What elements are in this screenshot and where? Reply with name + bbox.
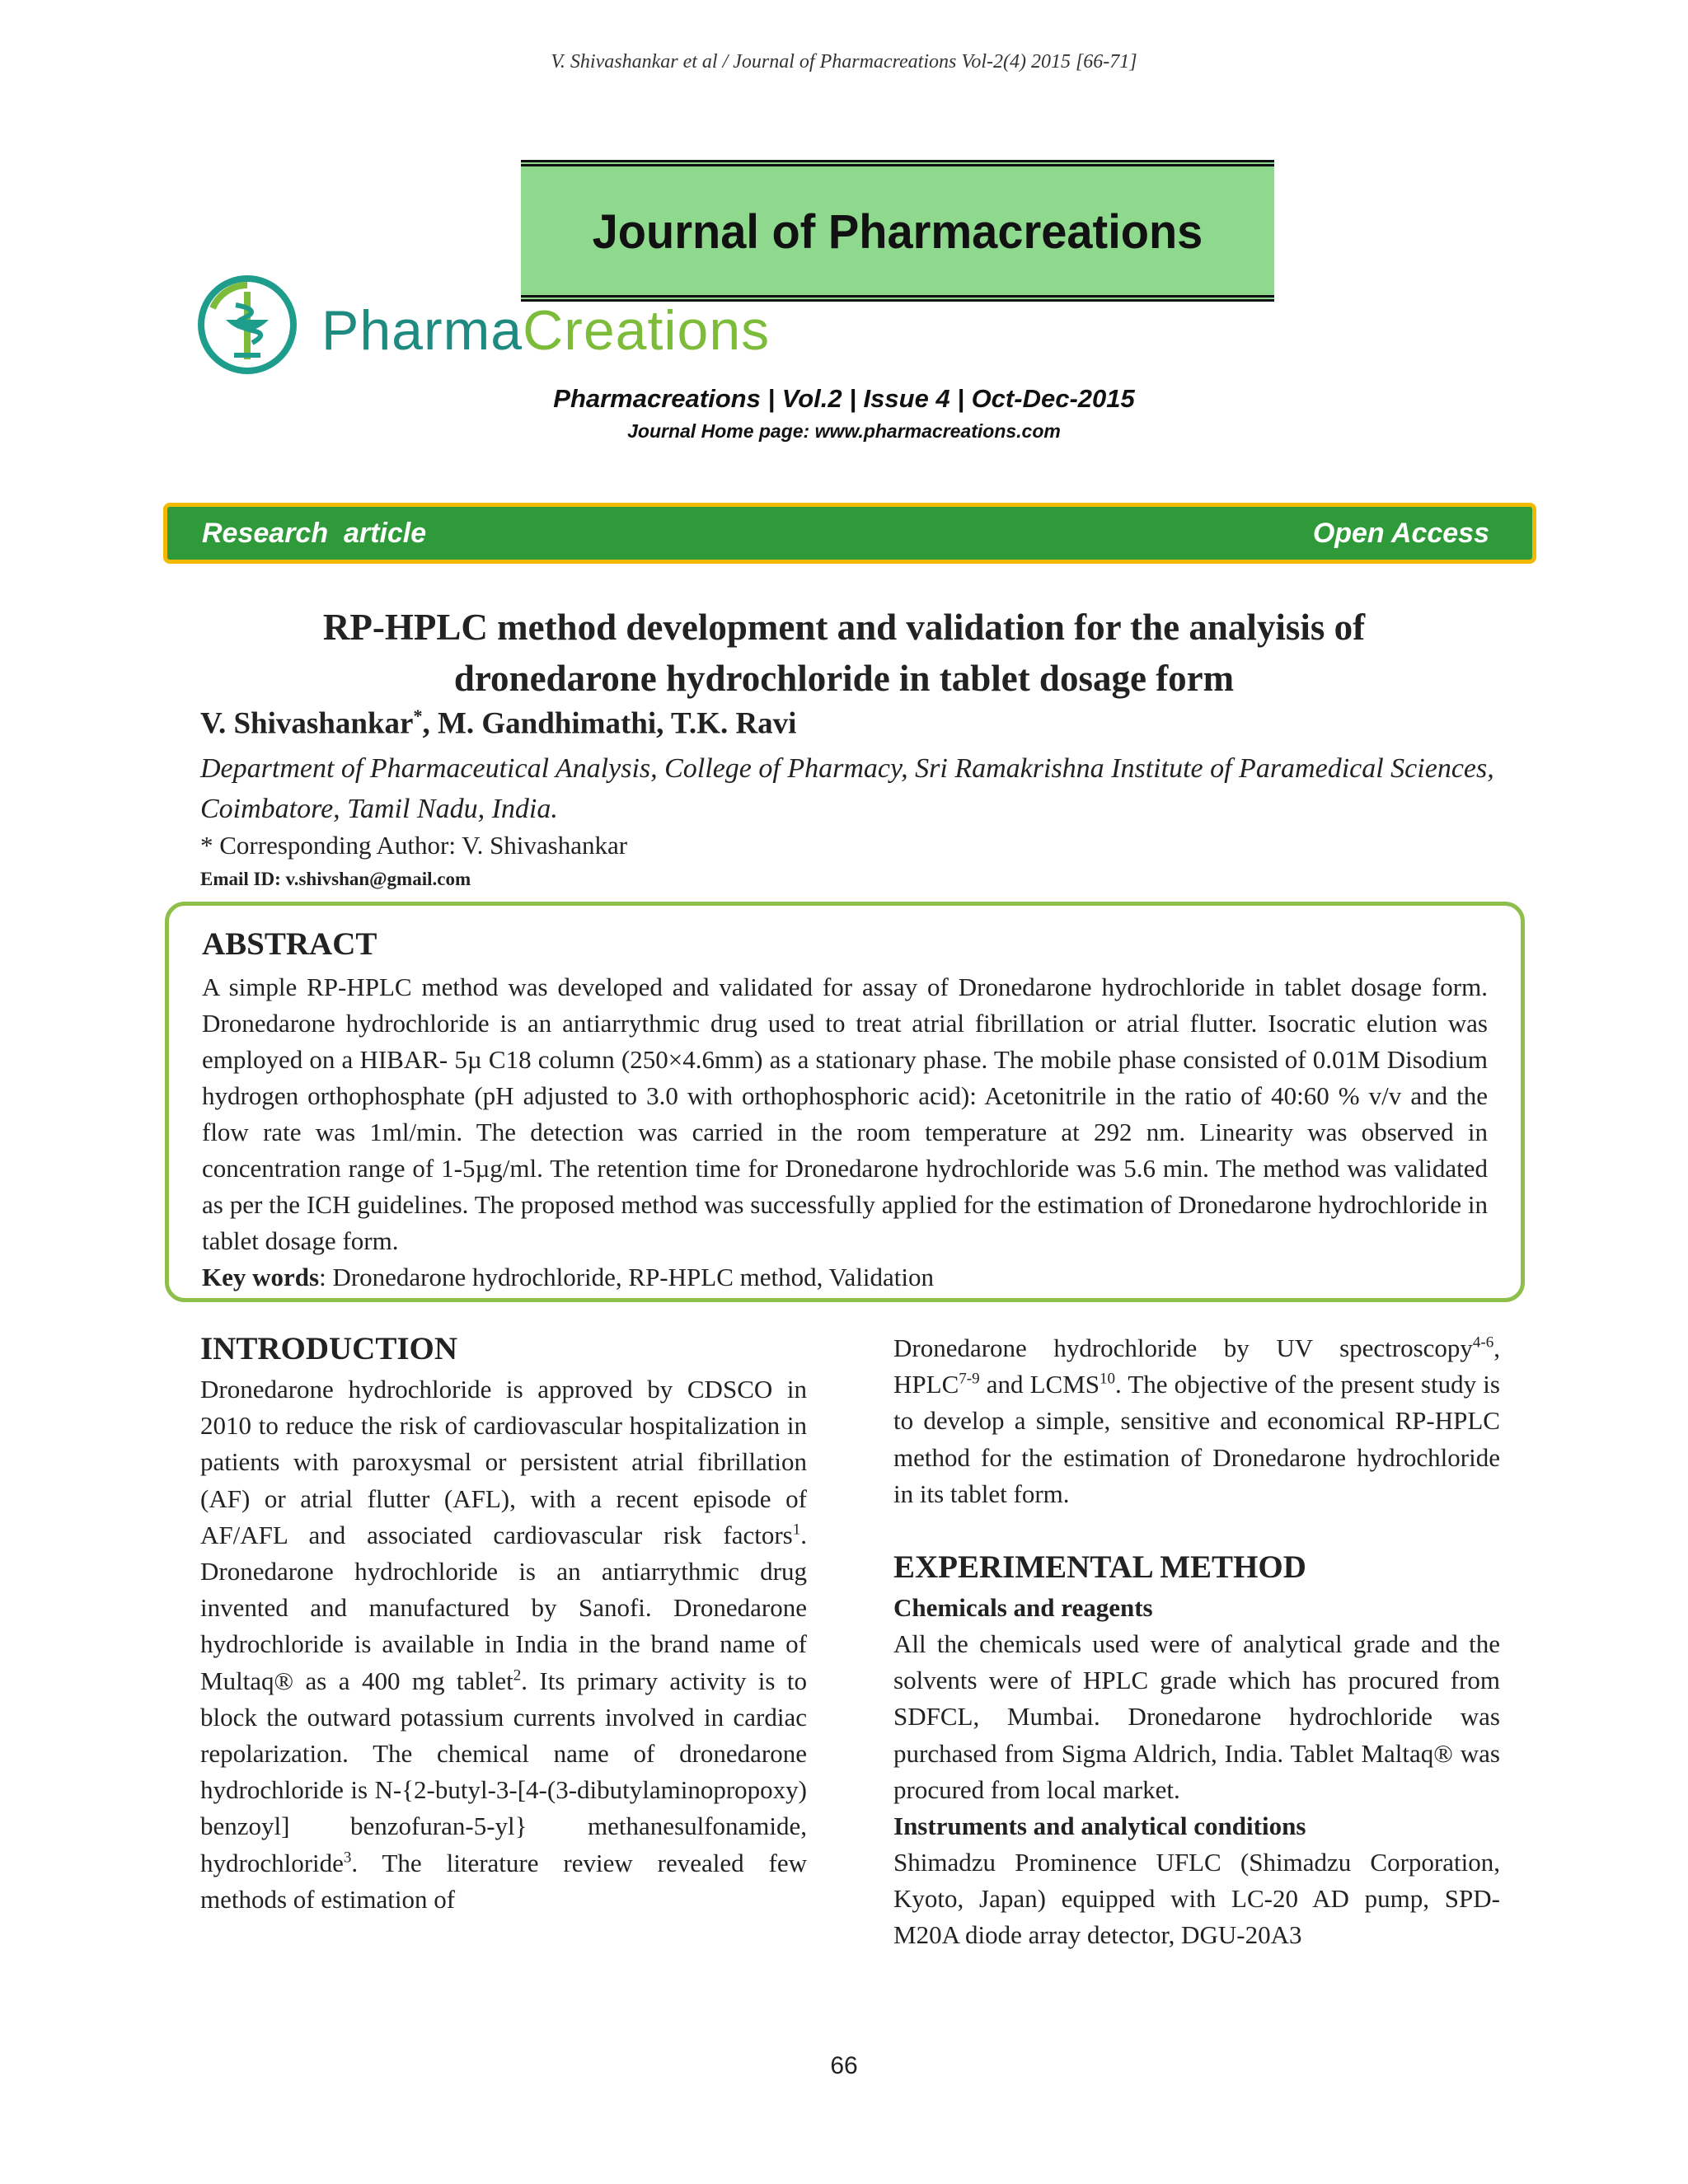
reference-3: 3	[343, 1849, 352, 1867]
intro-text-2: . Dronedarone hydrochloride is an antiarrythmic drug invented and manufactured by Sanofi. Dronedarone hydrochloride is available in India in the brand name of Multaq® as a 400 mg tablet	[200, 1520, 807, 1695]
article-type: Research article	[202, 517, 427, 549]
right-text-2: , HPLC	[893, 1333, 1500, 1399]
instruments-paragraph: Shimadzu Prominence UFLC (Shimadzu Corporation, Kyoto, Japan) equipped with LC-20 AD pump, SPD-M20A diode array detector, DGU-20A3	[893, 1848, 1500, 1950]
keywords	[202, 1259, 1488, 1296]
journal-home-page: Journal Home page: www.pharmacreations.com	[627, 420, 1061, 442]
right-column	[893, 1330, 1500, 1954]
page-number: 66	[830, 2052, 858, 2079]
open-access-label: Open Access	[1312, 517, 1489, 549]
issue-line: Pharmacreations | Vol.2 | Issue 4 | Oct-Dec-2015	[553, 384, 1135, 413]
right-text-1: Dronedarone hydrochloride by UV spectroscopy	[893, 1333, 1473, 1362]
corresponding-author: * Corresponding Author: V. Shivashankar	[200, 831, 628, 860]
instruments-heading: Instruments and analytical conditions	[893, 1811, 1306, 1841]
other-authors: , M. Gandhimathi, T.K. Ravi	[422, 706, 797, 741]
logo-word-pharma: Pharma	[321, 299, 523, 362]
reference-2: 2	[513, 1666, 522, 1685]
introduction-continued	[893, 1330, 1500, 1512]
right-text-3: and LCMS	[979, 1370, 1100, 1399]
keywords-label: Key words	[202, 1263, 320, 1291]
reference-1: 1	[792, 1521, 801, 1539]
corresponding-mark: *	[413, 705, 423, 726]
left-column	[200, 1330, 807, 1918]
reference-4-6: 4-6	[1472, 1333, 1494, 1352]
right-text-4: . The objective of the present study is to develop a simple, sensitive and economical RP-HPLC method for the estimation of Dronedarone hydrochloride in its tablet form.	[893, 1370, 1500, 1508]
caduceus-bowl-icon	[201, 279, 293, 371]
title-line-2: dronedarone hydrochloride in tablet dosage form	[453, 658, 1235, 699]
introduction-heading: INTRODUCTION	[200, 1331, 458, 1366]
reference-7-9: 7-9	[959, 1370, 980, 1388]
intro-text-3: . Its primary activity is to block the outward potassium currents involved in cardiac repolarization. The chemical name of dronedarone hydrochloride is N-{2-butyl-3-[4-(3-dibutylaminopropoxy) benzoyl] benzofuran-5-yl} methanesulfonamide, hydrochloride	[200, 1666, 808, 1877]
abstract-body: A simple RP-HPLC method was developed and validated for assay of Dronedarone hydrochloride in tablet dosage form. Dronedarone hydrochloride is an antiarrythmic drug used to treat atrial fibrillation or atrial flutter. Isocratic elution was employed on a HIBAR- 5µ C18 column (250×4.6mm) as a stationary phase. The mobile phase consisted of 0.01M Disodium hydrogen orthophosphate (pH adjusted to 3.0 with orthophosphoric acid): Acetonitrile in the ratio of 40:60 % v/v and the flow rate was 1ml/min. The detection was carried in the room temperature at 292 nm. Linearity was observed in concentration range of 1-5µg/ml. The retention time for Dronedarone hydrochloride was 5.6 min. The method was validated as per the ICH guidelines. The proposed method was successfully applied for the estimation of Dronedarone hydrochloride in tablet dosage form.	[202, 972, 1488, 1255]
article-title	[198, 602, 1490, 704]
reference-10: 10	[1100, 1370, 1116, 1388]
author-list	[200, 705, 796, 741]
email-id: Email ID: v.shivshan@gmail.com	[200, 869, 471, 889]
title-line-1: RP-HPLC method development and validation for the analyisis of	[322, 607, 1366, 648]
chemicals-paragraph: All the chemicals used were of analytical grade and the solvents were of HPLC grade which has procured from SDFCL, Mumbai. Dronedarone hydrochloride was purchased from Sigma Aldrich, India. Tablet Maltaq® was procured from local market.	[893, 1629, 1500, 1804]
chemicals-heading: Chemicals and reagents	[893, 1593, 1153, 1623]
logo-word-creations: Creations	[523, 299, 771, 362]
journal-name: Journal of Pharmacreations	[592, 203, 1203, 259]
abstract-heading: ABSTRACT	[202, 926, 377, 962]
abstract-box	[165, 902, 1525, 1302]
affiliation: Department of Pharmaceutical Analysis, College of Pharmacy, Sri Ramakrishna Institute of Paramedical Sciences, Coimbatore, Tamil Nadu, India.	[200, 753, 1494, 824]
section-spacer	[893, 1512, 1500, 1549]
first-author: V. Shivashankar	[200, 706, 414, 741]
article-type-bar	[163, 503, 1536, 564]
keywords-list: : Dronedarone hydrochloride, RP-HPLC method, Validation	[319, 1263, 934, 1291]
running-head: V. Shivashankar et al / Journal of Pharmacreations Vol-2(4) 2015 [66-71]	[551, 51, 1137, 73]
intro-text-1: Dronedarone hydrochloride is approved by CDSCO in 2010 to reduce the risk of cardiovascular hospitalization in patients with paroxysmal or persistent atrial fibrillation (AF) or atrial flutter (AFL), with a recent episode of AF/AFL and associated cardiovascular risk factors	[200, 1375, 807, 1549]
introduction-paragraph	[200, 1371, 807, 1918]
logo-wordmark	[321, 298, 770, 363]
experimental-heading: EXPERIMENTAL METHOD	[893, 1549, 1306, 1586]
intro-text-4: . The literature review revealed few methods of estimation of	[200, 1848, 807, 1914]
